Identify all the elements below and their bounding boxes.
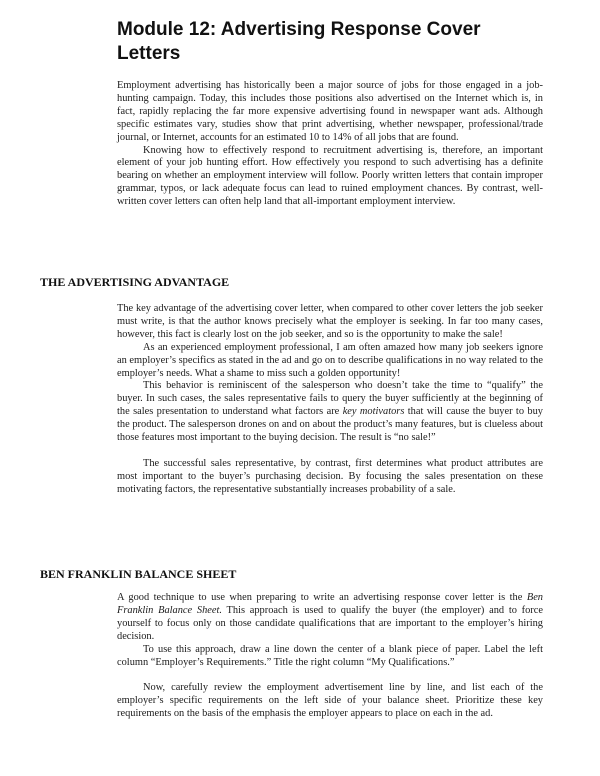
- advantage-paragraph-3-part-2: that will cause the buyer to buy the product. The salesperson drones on and on about the product’s many features, but is clueless about those features most important to the buying decision. The result is “no sale!”: [117, 406, 543, 444]
- section-heading-advertising-advantage: THE ADVERTISING ADVANTAGE: [40, 275, 230, 289]
- franklin-paragraph-3: Now, carefully review the employment advertisement line by line, and list each of the employer’s specific requirements on the left side of your balance sheet. Prioritize these key requirements on the basis of the emphasis the employer appears to place on each in the ad.: [117, 682, 543, 720]
- intro-section: [117, 80, 543, 209]
- franklin-paragraph-1-part-1: A good technique to use when preparing to write an advertising response cover letter is the: [117, 592, 527, 603]
- balance-sheet-emphasis: Ben Franklin Balance Sheet.: [117, 592, 543, 616]
- key-motivators-emphasis: key motivators: [342, 406, 405, 418]
- advertising-advantage-section: [117, 303, 543, 497]
- franklin-paragraph-1-part-2: This approach is used to qualify the buyer (the employer) and to force yourself to focus only on those candidate qualifications that are important to the employer’s hiring decision.: [117, 604, 543, 642]
- advantage-paragraph-3-part-1: This behavior is reminiscent of the salesperson who doesn’t take the time to “qualify” the buyer. In such cases, the sales representative fails to query the buyer sufficiently at the beginning of the sales presentation to understand what factors are: [117, 380, 543, 418]
- title-line-2: Letters: [117, 43, 181, 64]
- advantage-paragraph-2: As an experienced employment professional, I am often amazed how many job seekers ignore an employer’s specifics as stated in the ad and go on to describe qualifications in no way related to the employer’s needs. What a shame to miss such a golden opportunity!: [117, 341, 543, 379]
- franklin-paragraph-1: [117, 592, 543, 644]
- section-heading-ben-franklin: BEN FRANKLIN BALANCE SHEET: [40, 567, 237, 581]
- ben-franklin-section: [117, 592, 543, 721]
- advantage-paragraph-3: [117, 380, 543, 445]
- page-title: [117, 18, 557, 66]
- advantage-paragraph-4: The successful sales representative, by contrast, first determines what product attributes are most important to the buyer’s purchasing decision. By focusing the sales presentation on these motivating factors, the representative substantially increases probability of a sale.: [117, 457, 543, 495]
- advantage-paragraph-1: The key advantage of the advertising cover letter, when compared to other cover letters the job seeker must write, is that the author knows precisely what the employer is seeking. In far too many cases, however, this fact is clearly lost on the job seeker, and so is the opportunity to make the sale!: [117, 303, 543, 340]
- intro-paragraph-2: Knowing how to effectively respond to recruitment advertising is, therefore, an important element of your job hunting effort. How effectively you respond to such advertising has a definite bearing on whether an employment interview will follow. Poorly written letters that contain improper grammar, typos, or lack adequate focus can lead to ruined employment chances. By contrast, well-written cover letters can often help land that all-important employment interview.: [117, 144, 543, 208]
- franklin-paragraph-2: To use this approach, draw a line down the center of a blank piece of paper. Label the left column “Employer’s Requirements.” Title the right column “My Qualifications.”: [117, 643, 543, 668]
- title-line-1: Module 12: Advertising Response Cover: [117, 19, 481, 40]
- intro-paragraph-1: Employment advertising has historically been a major source of jobs for those engaged in a job-hunting campaign. Today, this includes those positions also advertised on the Internet which is, in fact, rapidly replacing the far more expensive advertising found in newspaper want ads. Although specific estimates vary, studies show that print advertising, whether newspaper, professional/trade journal, or Internet, accounts for an estimated 10 to 14% of all jobs that are found.: [117, 80, 543, 143]
